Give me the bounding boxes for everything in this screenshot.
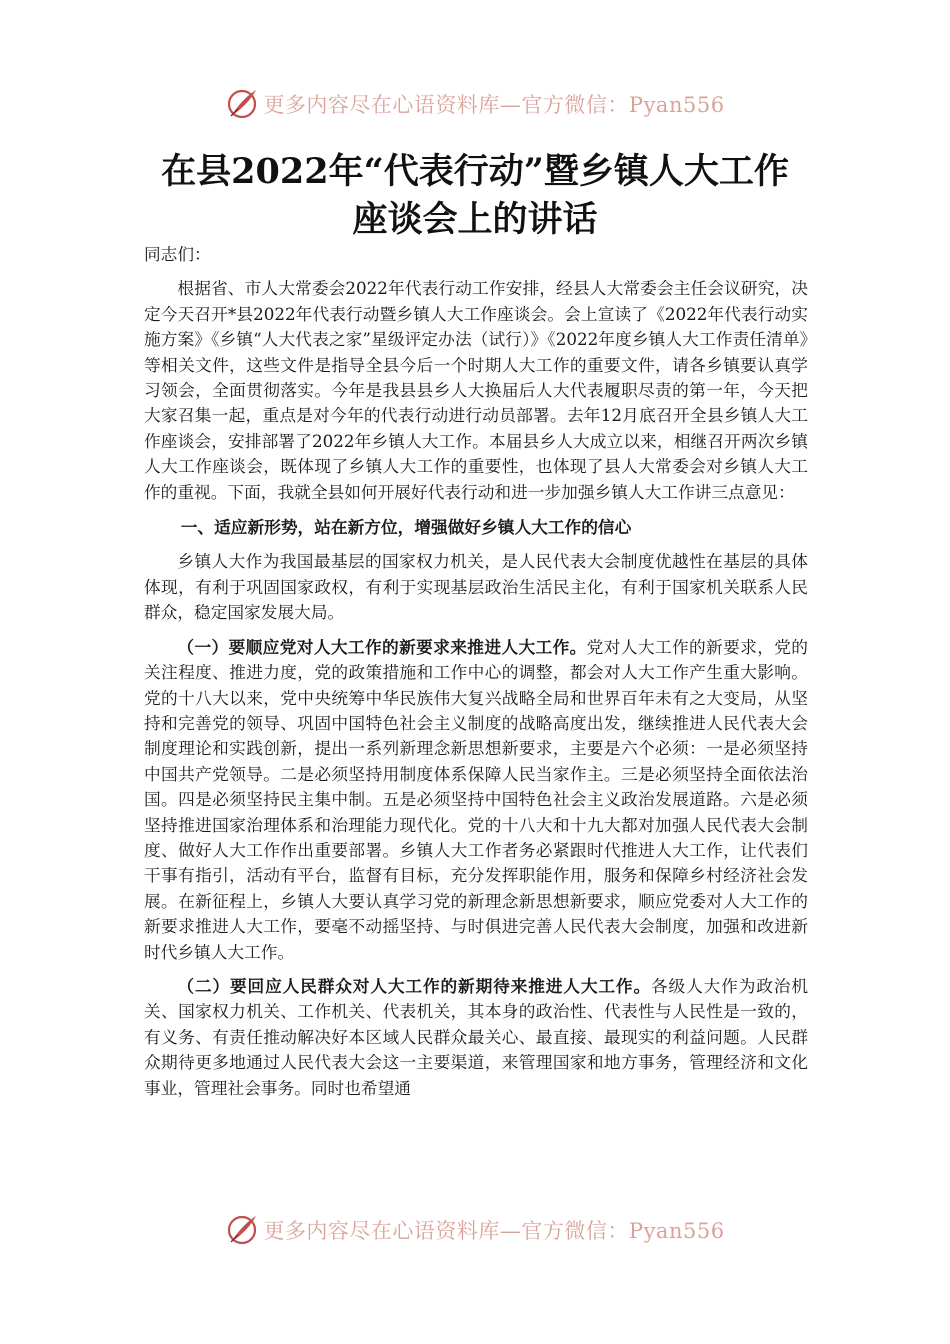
subsection-1-body: 党对人大工作的新要求，党的关注程度、推进力度，党的政策措施和工作中心的调整，都会对人大工作产生重大影响。党的十八大以来，党中央统筹中华民族伟大复兴战略全局和世界百年未有之大变局，从坚持和完善党的领导、巩固中国特色社会主义制度的战略高度出发，继续推进人民代表大会制度理论和实践创新，提出一系列新理念新思想新要求，主要是六个必须：一是必须坚持中国共产党领导。二是必须坚持用制度体系保障人民当家作主。三是必须坚持全面依法治国。四是必须坚持民主集中制。五是必须坚持中国特色社会主义政治发展道路。六是必须坚持推进国家治理体系和治理能力现代化。党的十八大和十九大都对加强人民代表大会制度、做好人大工作作出重要部署。乡镇人大工作者务必紧跟时代推进人大工作，让代表们干事有指引，活动有平台，监督有目标，充分发挥职能作用，服务和保障乡村经济社会发展。在新征程上，乡镇人大要认真学习党的新理念新思想新要求，顺应党委对人大工作的新要求推进人大工作，要毫不动摇坚持、与时俱进完善人民代表大会制度，加强和改进新时代乡镇人大工作。 [144, 636, 808, 962]
quill-pen-circle-logo [225, 87, 259, 121]
footer-watermark-banner [0, 1210, 950, 1250]
page-title [140, 148, 810, 244]
intro-paragraph: 根据省、市人大常委会2022年代表行动工作安排，经县人大常委会主任会议研究，决定今天召开*县2022年代表行动暨乡镇人大工作座谈会。会上宣读了《2022年代表行动实施方案》《乡镇“人大代表之家”星级评定办法（试行）》《2022年度乡镇人大工作责任清单》等相关文件，这些文件是指导全县今后一个时期人大工作的重要文件，请各乡镇要认真学习领会，全面贯彻落实。今年是我县县乡人大换届后人大代表履职尽责的第一年，今天把大家召集一起，重点是对今年的代表行动进行动员部署。去年12月底召开全县乡镇人大工作座谈会，安排部署了2022年乡镇人大工作。本届县乡人大成立以来，相继召开两次乡镇人大工作座谈会，既体现了乡镇人大工作的重要性，也体现了县人大常委会对乡镇人大工作的重视。下面，我就全县如何开展好代表行动和进一步加强乡镇人大工作讲三点意见： [144, 278, 808, 502]
title-line-1: 在县2022年“代表行动”暨乡镇人大工作 [161, 151, 789, 192]
banner-text: 更多内容尽在心语资料库—官方微信：Pyan556 [263, 93, 725, 117]
subsection-1-paragraph [144, 635, 808, 965]
subsection-2-body: 各级人大作为政治机关、国家权力机关、工作机关、代表机关，其本身的政治性、代表性与人民性是一致的，有义务、有责任推动解决好本区域人民群众最关心、最直接、最现实的利益问题。人民群众期待更多地通过人民代表大会这一主要渠道，来管理国家和地方事务，管理经济和文化事业，管理社会事务。同时也希望通 [144, 975, 809, 1098]
banner-text: 更多内容尽在心语资料库—官方微信：Pyan556 [263, 1219, 725, 1243]
title-line-2: 座谈会上的讲话 [352, 199, 598, 240]
subsection-1-lead: （一）要顺应党对人大工作的新要求来推进人大工作。 [177, 636, 587, 657]
section-heading-1: 一、适应新形势，站在新方位，增强做好乡镇人大工作的信心 [180, 517, 632, 538]
document-body [144, 242, 808, 1101]
subsection-2-lead: （二）要回应人民群众对人大工作的新期待来推进人大工作。 [177, 975, 651, 996]
section-1-paragraph: 乡镇人大作为我国最基层的国家权力机关，是人民代表大会制度优越性在基层的具体体现，有利于巩固国家政权，有利于实现基层政治生活民主化，有利于国家机关联系人民群众，稳定国家发展大局。 [144, 551, 808, 623]
salutation: 同志们： [144, 244, 211, 264]
quill-pen-circle-logo [225, 1213, 259, 1247]
subsection-2-paragraph [144, 974, 808, 1101]
header-watermark-banner [0, 84, 950, 124]
